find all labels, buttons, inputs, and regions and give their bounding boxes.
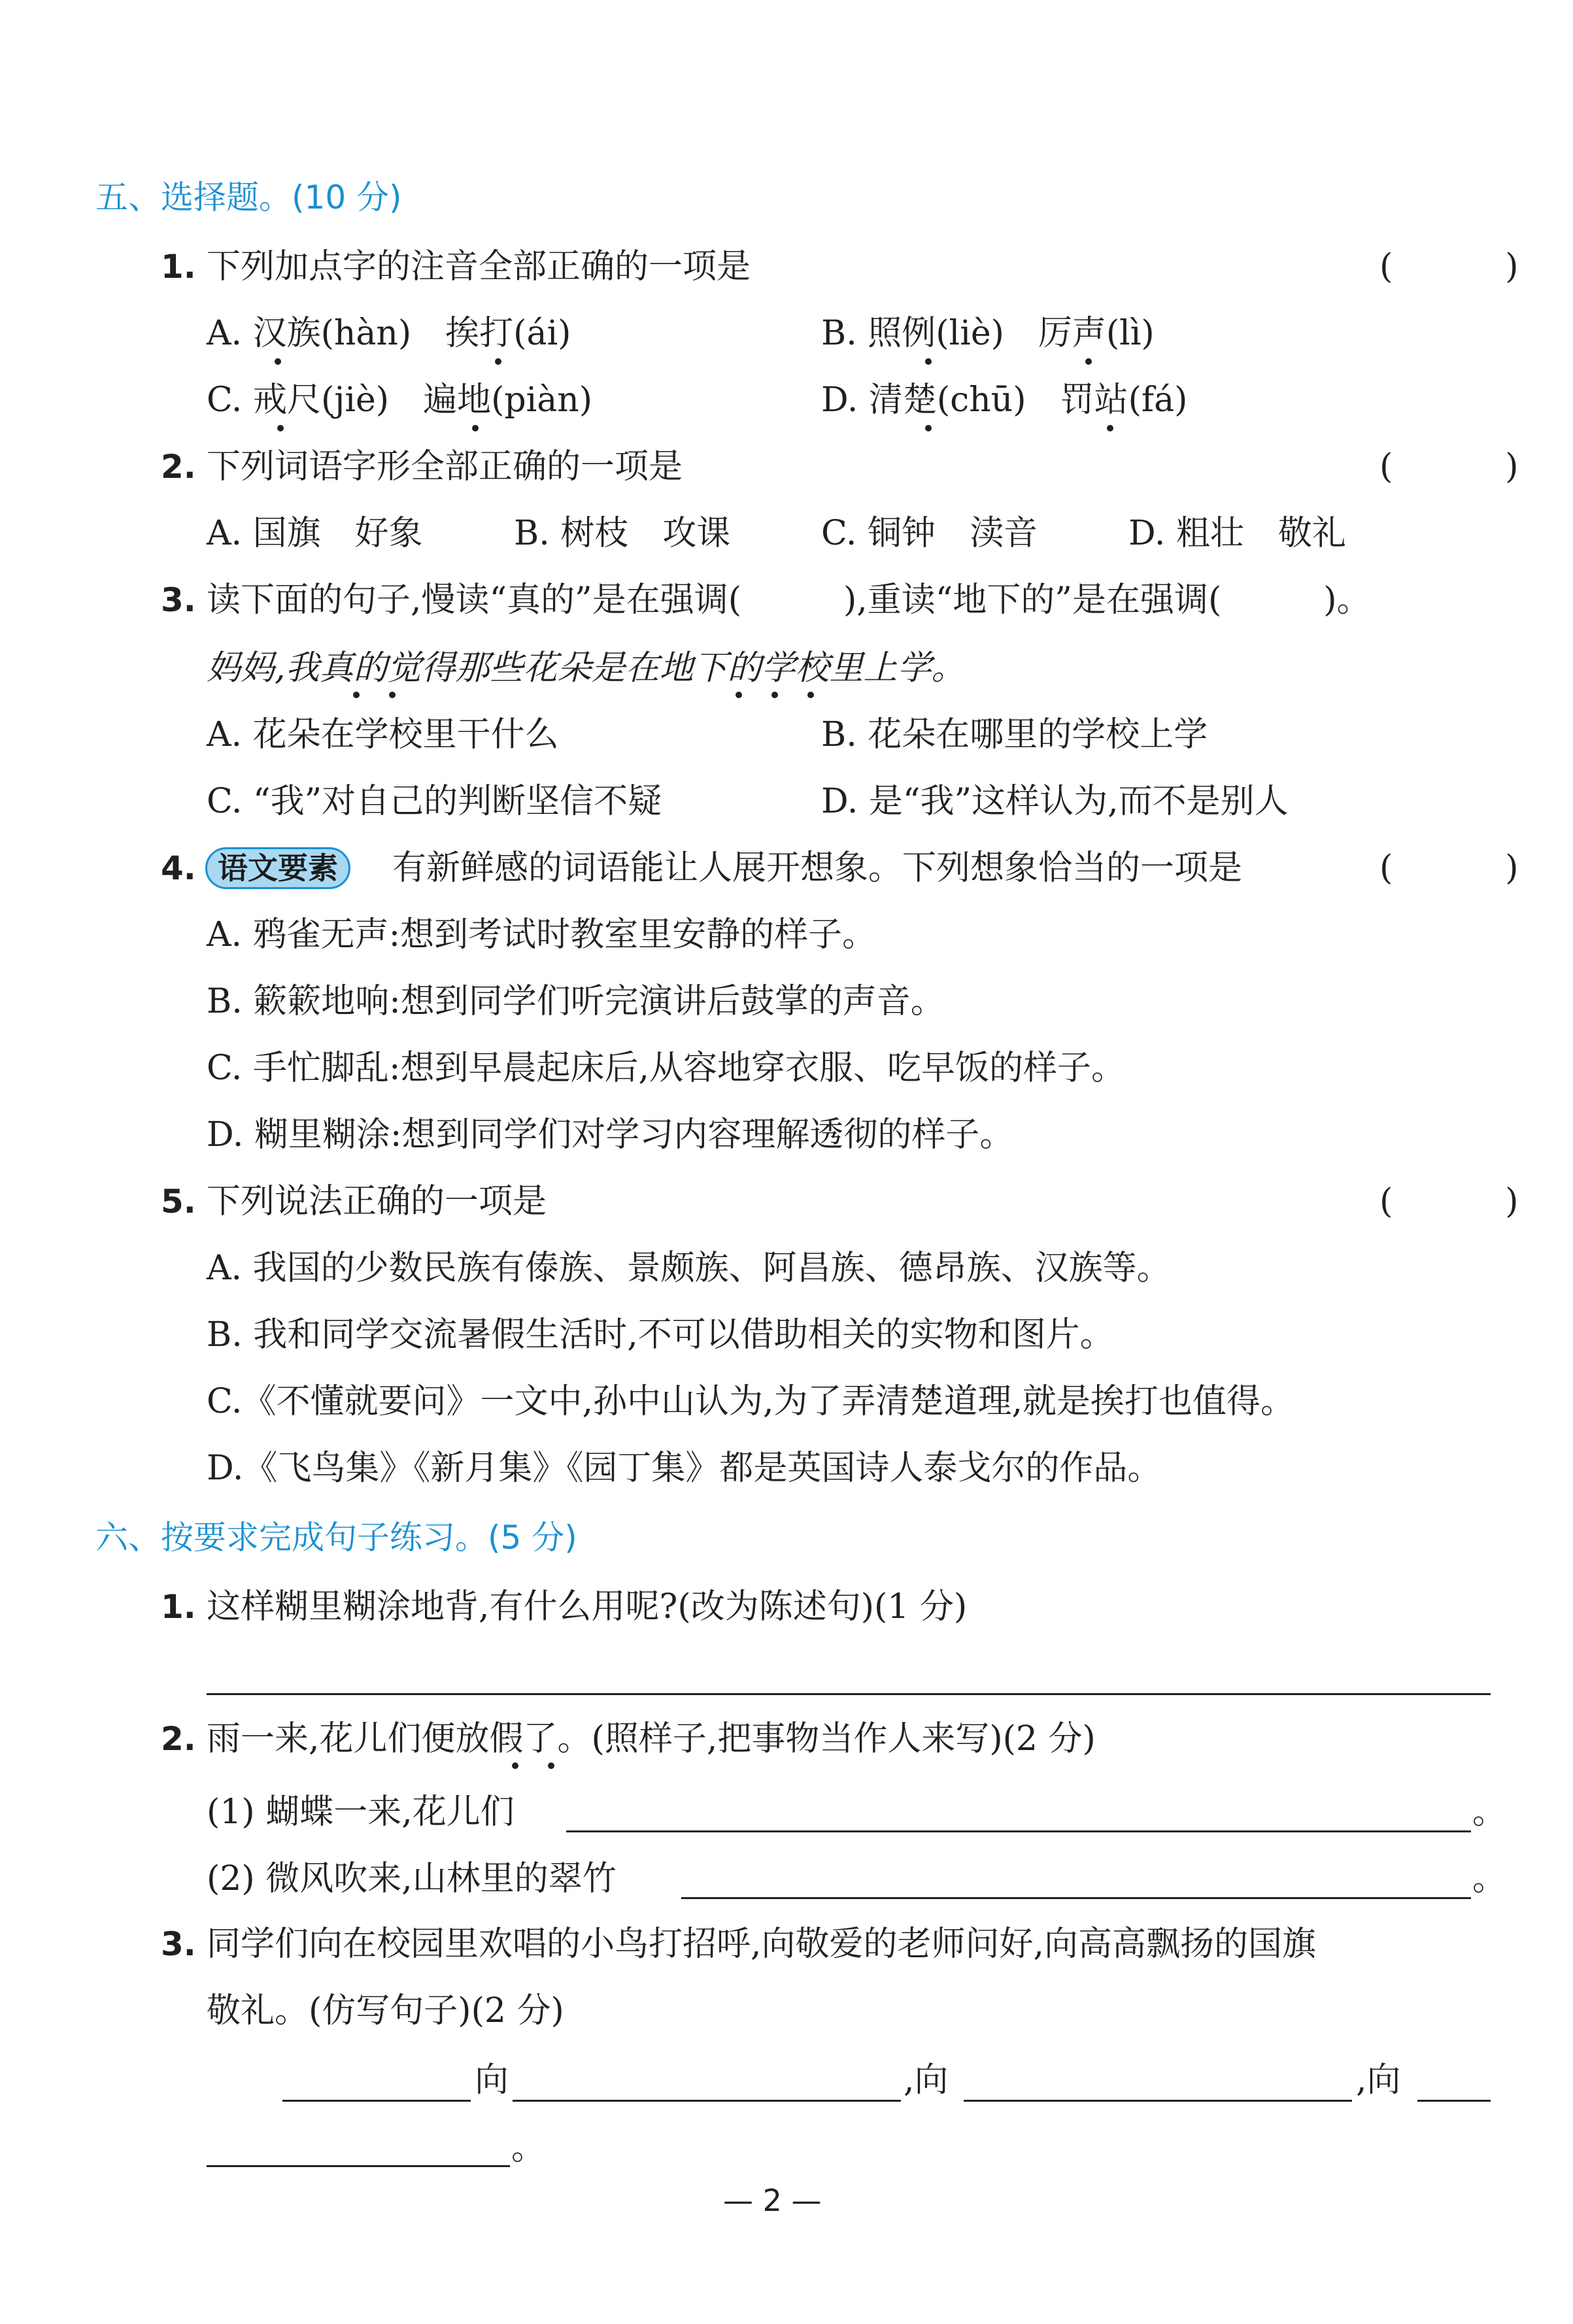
- q3-sentence: 妈妈,我真的觉得那些花朵是在地下的学校里上学。: [207, 648, 966, 688]
- emphasis-dot: [1085, 358, 1092, 365]
- s6-q2-text: 雨一来,花儿们便放假了。(照样子,把事物当作人来写)(2 分): [207, 1719, 1096, 1759]
- emphasis-dot: [472, 425, 479, 431]
- q4-number: 4.: [161, 849, 196, 887]
- s6-q3-answer-line-2[interactable]: [513, 2100, 901, 2102]
- q4-option-a[interactable]: A. 鸦雀无声:想到考试时教室里安静的样子。: [207, 915, 877, 954]
- emphasis-dot: [389, 692, 396, 698]
- q5-answer-paren[interactable]: ( ): [1379, 1182, 1558, 1221]
- s6-q3-line1: 同学们向在校园里欢唱的小鸟打招呼,向敬爱的老师问好,向高高飘扬的国旗: [207, 1925, 1317, 1964]
- section-6-title: 六、按要求完成句子练习。(5 分): [95, 1519, 577, 1557]
- s6-q3-xiang-3: ,向: [1356, 2061, 1401, 2100]
- s6-q3-xiang-1: 向: [475, 2061, 509, 2100]
- q4-answer-paren[interactable]: ( ): [1379, 849, 1558, 888]
- s6-q2-sub2: (2) 微风吹来,山林里的翠竹: [207, 1859, 617, 1898]
- q2-stem: 下列词语字形全部正确的一项是: [207, 447, 683, 486]
- emphasis-dot: [1107, 425, 1113, 431]
- q2-answer-paren[interactable]: ( ): [1379, 447, 1558, 486]
- s6-q3-answer-line-1[interactable]: [282, 2100, 471, 2102]
- q4-option-b[interactable]: B. 簌簌地响:想到同学们听完演讲后鼓掌的声音。: [207, 982, 945, 1021]
- s6-q1-number: 1.: [161, 1588, 196, 1626]
- q2-option-c[interactable]: C. 铜钟 渎音: [821, 514, 1038, 553]
- q3-option-a[interactable]: A. 花朵在学校里干什么: [207, 715, 559, 754]
- q2-option-b[interactable]: B. 树枝 攻课: [514, 514, 731, 553]
- emphasis-dot: [275, 358, 281, 365]
- s6-q2-sub1-answer-line[interactable]: [566, 1830, 1471, 1832]
- s6-q1-text: 这样糊里糊涂地背,有什么用呢?(改为陈述句)(1 分): [207, 1587, 968, 1626]
- q1-number: 1.: [161, 248, 196, 286]
- s6-q3-answer-line-5[interactable]: [207, 2165, 510, 2167]
- s6-q2-sub1-end: 。: [1472, 1793, 1507, 1832]
- q5-option-d[interactable]: D.《飞鸟集》《新月集》《园丁集》都是英国诗人泰戈尔的作品。: [207, 1449, 1162, 1488]
- emphasis-dot: [495, 358, 501, 365]
- s6-q2-number: 2.: [161, 1720, 196, 1758]
- emphasis-dot: [807, 692, 814, 698]
- q3-option-d[interactable]: D. 是“我”这样认为,而不是别人: [821, 782, 1289, 821]
- q5-option-b[interactable]: B. 我和同学交流暑假生活时,不可以借助相关的实物和图片。: [207, 1315, 1114, 1355]
- s6-q3-xiang-2: ,向: [904, 2061, 949, 2100]
- emphasis-dot: [771, 692, 778, 698]
- section-5-title: 五、选择题。(10 分): [95, 178, 402, 216]
- emphasis-dot: [925, 425, 932, 431]
- s6-q2-sub1: (1) 蝴蝶一来,花儿们: [207, 1793, 515, 1832]
- q4-option-c[interactable]: C. 手忙脚乱:想到早晨起床后,从容地穿衣服、吃早饭的样子。: [207, 1049, 1126, 1088]
- q3-stem: 读下面的句子,慢读“真的”是在强调( ),重读“地下的”是在强调( )。: [207, 581, 1371, 620]
- emphasis-dot: [736, 692, 742, 698]
- emphasis-dot: [277, 425, 284, 431]
- q5-number: 5.: [161, 1183, 196, 1221]
- s6-q3-answer-line-3[interactable]: [964, 2100, 1352, 2102]
- emphasis-dot: [925, 358, 932, 365]
- s6-q3-answer-line-4[interactable]: [1417, 2100, 1491, 2102]
- s6-q3-line2: 敬礼。(仿写句子)(2 分): [207, 1991, 564, 2030]
- q3-number: 3.: [161, 581, 196, 619]
- emphasis-dot: [548, 1762, 554, 1769]
- q1-option-c[interactable]: C. 戒尺(jiè) 遍地(piàn): [207, 380, 593, 420]
- s6-q2-sub2-end: 。: [1472, 1859, 1507, 1898]
- q2-option-d[interactable]: D. 粗壮 敬礼: [1128, 514, 1346, 553]
- q1-option-d[interactable]: D. 清楚(chū) 罚站(fá): [821, 380, 1188, 420]
- q3-option-b[interactable]: B. 花朵在哪里的学校上学: [821, 715, 1208, 754]
- s6-q1-answer-line[interactable]: [207, 1693, 1491, 1695]
- q1-stem: 下列加点字的注音全部正确的一项是: [207, 247, 751, 286]
- s6-q3-end: 。: [511, 2129, 546, 2168]
- q2-option-a[interactable]: A. 国旗 好象: [207, 514, 423, 553]
- q1-answer-paren[interactable]: ( ): [1379, 247, 1558, 286]
- page-number: — 2 —: [723, 2183, 822, 2218]
- yuwen-yaosu-badge: 语文要素: [205, 847, 350, 889]
- q1-option-b[interactable]: B. 照例(liè) 厉声(lì): [821, 314, 1155, 353]
- q2-number: 2.: [161, 448, 196, 486]
- s6-q2-sub2-answer-line[interactable]: [681, 1897, 1471, 1899]
- emphasis-dot: [353, 692, 360, 698]
- q5-stem: 下列说法正确的一项是: [207, 1182, 547, 1221]
- q4-option-d[interactable]: D. 糊里糊涂:想到同学们对学习内容理解透彻的样子。: [207, 1115, 1014, 1154]
- q1-option-a[interactable]: A. 汉族(hàn) 挨打(ái): [207, 314, 571, 353]
- emphasis-dot: [512, 1762, 518, 1769]
- s6-q3-number: 3.: [161, 1925, 196, 1963]
- q4-stem: 有新鲜感的词语能让人展开想象。下列想象恰当的一项是: [392, 849, 1243, 888]
- q3-option-c[interactable]: C. “我”对自己的判断坚信不疑: [207, 782, 662, 821]
- q5-option-c[interactable]: C.《不懂就要问》一文中,孙中山认为,为了弄清楚道理,就是挨打也值得。: [207, 1382, 1295, 1421]
- q5-option-a[interactable]: A. 我国的少数民族有傣族、景颇族、阿昌族、德昂族、汉族等。: [207, 1249, 1171, 1288]
